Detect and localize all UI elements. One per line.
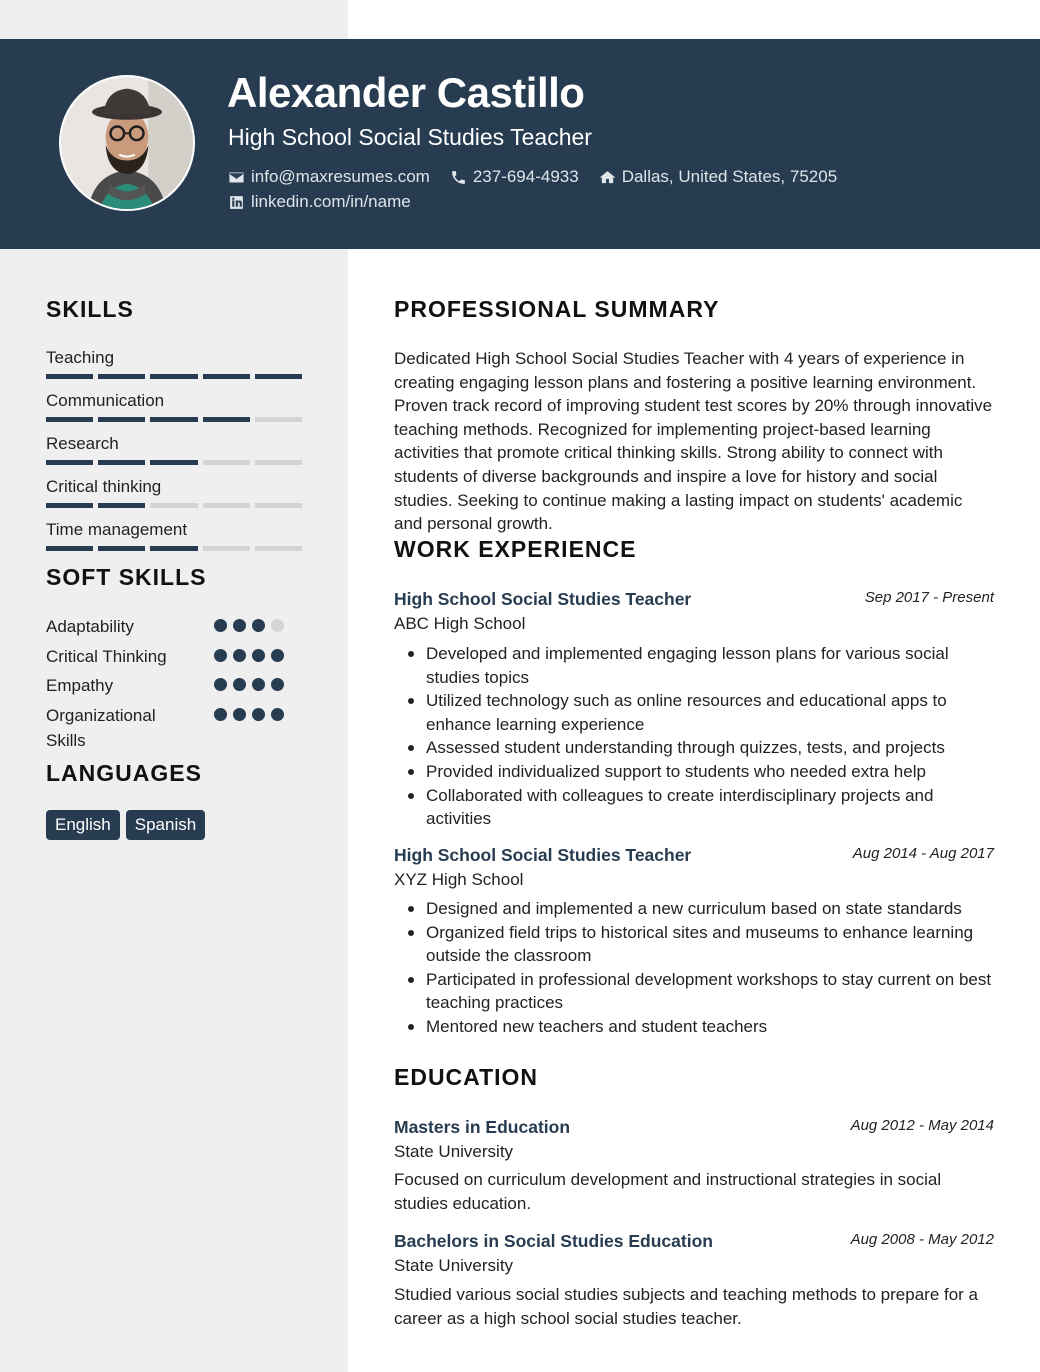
- job-entry: [394, 589, 994, 634]
- rating-dot: [233, 619, 246, 632]
- education-description: Studied various social studies subjects and teaching methods to prepare for a career as a high school social studies teacher.: [394, 1285, 979, 1328]
- soft-skill-label: Organizational Skills: [46, 706, 156, 750]
- skill-level-segment: [98, 374, 145, 379]
- language-badge: English: [46, 810, 120, 840]
- soft-skills-heading: SOFT SKILLS: [46, 564, 207, 590]
- list-item: Designed and implemented a new curriculum based on state standards: [394, 897, 994, 921]
- skill-label: Time management: [46, 520, 188, 539]
- job-role: High School Social Studies Teacher: [394, 589, 692, 609]
- rating-dot: [233, 678, 246, 691]
- envelope-icon: [228, 169, 245, 186]
- skill-level-segment: [203, 374, 250, 379]
- education-entry: [394, 1231, 994, 1276]
- email-text: info@maxresumes.com: [251, 167, 430, 186]
- school-name: State University: [394, 1142, 514, 1161]
- skill-item: [46, 477, 302, 508]
- job-role: High School Social Studies Teacher: [394, 845, 692, 865]
- phone-icon: [450, 169, 467, 186]
- contact-linkedin[interactable]: [228, 192, 411, 212]
- rating-dot: [233, 649, 246, 662]
- rating-dot: [214, 619, 227, 632]
- skill-label: Communication: [46, 391, 165, 410]
- phone-text: 237-694-4933: [472, 167, 579, 186]
- skill-level-segment: [150, 374, 197, 379]
- list-item: Developed and implemented engaging lesson plans for various social studies topics: [394, 642, 994, 689]
- linkedin-icon: [228, 194, 245, 211]
- list-item: Assessed student understanding through quizzes, tests, and projects: [394, 736, 994, 760]
- skill-item: [46, 391, 302, 422]
- soft-skill-rating: [214, 649, 284, 662]
- rating-dot: [233, 708, 246, 721]
- skill-level-segment: [98, 503, 145, 508]
- skill-level-segment: [150, 460, 197, 465]
- avatar: [59, 75, 195, 211]
- skill-label: Teaching: [46, 348, 115, 367]
- rating-dot: [271, 678, 284, 691]
- skill-level-segment: [46, 417, 93, 422]
- skill-level-segment: [203, 417, 250, 422]
- skill-level-segment: [46, 460, 93, 465]
- skill-level-segment: [98, 546, 145, 551]
- rating-dot: [252, 708, 265, 721]
- skill-level-segment: [255, 546, 302, 551]
- school-name: State University: [394, 1256, 514, 1275]
- skill-level-segment: [255, 374, 302, 379]
- skill-bar: [46, 503, 302, 508]
- job-organization: ABC High School: [394, 614, 526, 633]
- soft-skill-item: [46, 703, 296, 753]
- soft-skill-rating: [214, 619, 284, 632]
- skill-item: [46, 434, 302, 465]
- soft-skill-rating: [214, 678, 284, 691]
- list-item: Organized field trips to historical sites and museums to enhance learning outside the classroom: [394, 921, 994, 968]
- rating-dot: [214, 678, 227, 691]
- rating-dot: [271, 619, 284, 632]
- education-description: Focused on curriculum development and instructional strategies in social studies education.: [394, 1170, 942, 1213]
- list-item: Provided individualized support to students who needed extra help: [394, 760, 994, 784]
- candidate-name: Alexander Castillo: [227, 69, 585, 116]
- education-entry: [394, 1117, 994, 1162]
- skill-level-segment: [150, 546, 197, 551]
- skill-level-segment: [203, 503, 250, 508]
- contact-row: [228, 167, 857, 187]
- job-dates: Sep 2017 - Present: [864, 589, 994, 606]
- list-item: Mentored new teachers and student teachers: [394, 1015, 994, 1039]
- job-entry: [394, 845, 994, 890]
- rating-dot: [214, 708, 227, 721]
- soft-skill-item: [46, 673, 296, 698]
- contact-row-linkedin: [228, 192, 431, 212]
- skill-item: [46, 520, 302, 551]
- skill-item: [46, 348, 302, 379]
- skill-level-segment: [203, 546, 250, 551]
- rating-dot: [271, 708, 284, 721]
- languages-heading: LANGUAGES: [46, 760, 202, 786]
- skill-level-segment: [98, 460, 145, 465]
- profile-photo: [61, 77, 193, 209]
- language-badge: Spanish: [126, 810, 205, 840]
- soft-skill-label: Empathy: [46, 676, 114, 695]
- soft-skill-label: Critical Thinking: [46, 647, 167, 666]
- skill-level-segment: [203, 460, 250, 465]
- skill-level-segment: [46, 374, 93, 379]
- skill-level-segment: [150, 503, 197, 508]
- soft-skill-rating: [214, 708, 284, 721]
- education-heading: EDUCATION: [394, 1064, 539, 1090]
- location-text: Dallas, United States, 75205: [621, 167, 838, 186]
- rating-dot: [252, 619, 265, 632]
- summary-heading: PROFESSIONAL SUMMARY: [394, 296, 720, 322]
- skill-level-segment: [255, 503, 302, 508]
- skill-bar: [46, 417, 302, 422]
- skill-bar: [46, 374, 302, 379]
- degree-title: Masters in Education: [394, 1117, 571, 1137]
- skill-bar: [46, 546, 302, 551]
- contact-location: [599, 167, 837, 187]
- candidate-title: High School Social Studies Teacher: [228, 124, 592, 150]
- contact-email[interactable]: [228, 167, 430, 187]
- skill-level-segment: [46, 546, 93, 551]
- resume-header: [0, 39, 1040, 249]
- soft-skill-label: Adaptability: [46, 617, 134, 636]
- skills-heading: SKILLS: [46, 296, 134, 322]
- list-item: Utilized technology such as online resources and educational apps to enhance learning experience: [394, 689, 994, 736]
- language-list: [46, 810, 205, 840]
- job-organization: XYZ High School: [394, 870, 524, 889]
- education-dates: Aug 2012 - May 2014: [850, 1117, 994, 1134]
- contact-phone[interactable]: [450, 167, 579, 187]
- rating-dot: [214, 649, 227, 662]
- education-dates: Aug 2008 - May 2012: [850, 1231, 994, 1248]
- rating-dot: [252, 678, 265, 691]
- rating-dot: [271, 649, 284, 662]
- linkedin-text: linkedin.com/in/name: [251, 192, 411, 211]
- list-item: Collaborated with colleagues to create interdisciplinary projects and activities: [394, 784, 994, 831]
- skill-level-segment: [98, 417, 145, 422]
- skill-level-segment: [46, 503, 93, 508]
- skill-level-segment: [255, 417, 302, 422]
- job-bullets: [394, 642, 994, 831]
- list-item: Participated in professional development workshops to stay current on best teaching practices: [394, 968, 994, 1015]
- skill-label: Research: [46, 434, 119, 453]
- home-icon: [599, 169, 616, 186]
- soft-skill-item: [46, 614, 296, 639]
- experience-heading: WORK EXPERIENCE: [394, 536, 637, 562]
- job-bullets: [394, 897, 994, 1039]
- skill-level-segment: [150, 417, 197, 422]
- skill-bar: [46, 460, 302, 465]
- rating-dot: [252, 649, 265, 662]
- degree-title: Bachelors in Social Studies Education: [394, 1231, 713, 1251]
- summary-text: Dedicated High School Social Studies Teacher with 4 years of experience in creating engaging lesson plans and fostering a positive learning environment. Proven track record of improving student test scores by 20% through innovative teaching methods. Recognized for implementing project-based learning activities that promote critical thinking skills. Strong ability to connect with students of diverse backgrounds and inspire a love for history and social studies. Seeking to continue making a lasting impact on students' academic and personal growth.: [394, 349, 993, 534]
- soft-skill-item: [46, 644, 296, 669]
- skill-level-segment: [255, 460, 302, 465]
- job-dates: Aug 2014 - Aug 2017: [852, 845, 994, 862]
- skill-label: Critical thinking: [46, 477, 162, 496]
